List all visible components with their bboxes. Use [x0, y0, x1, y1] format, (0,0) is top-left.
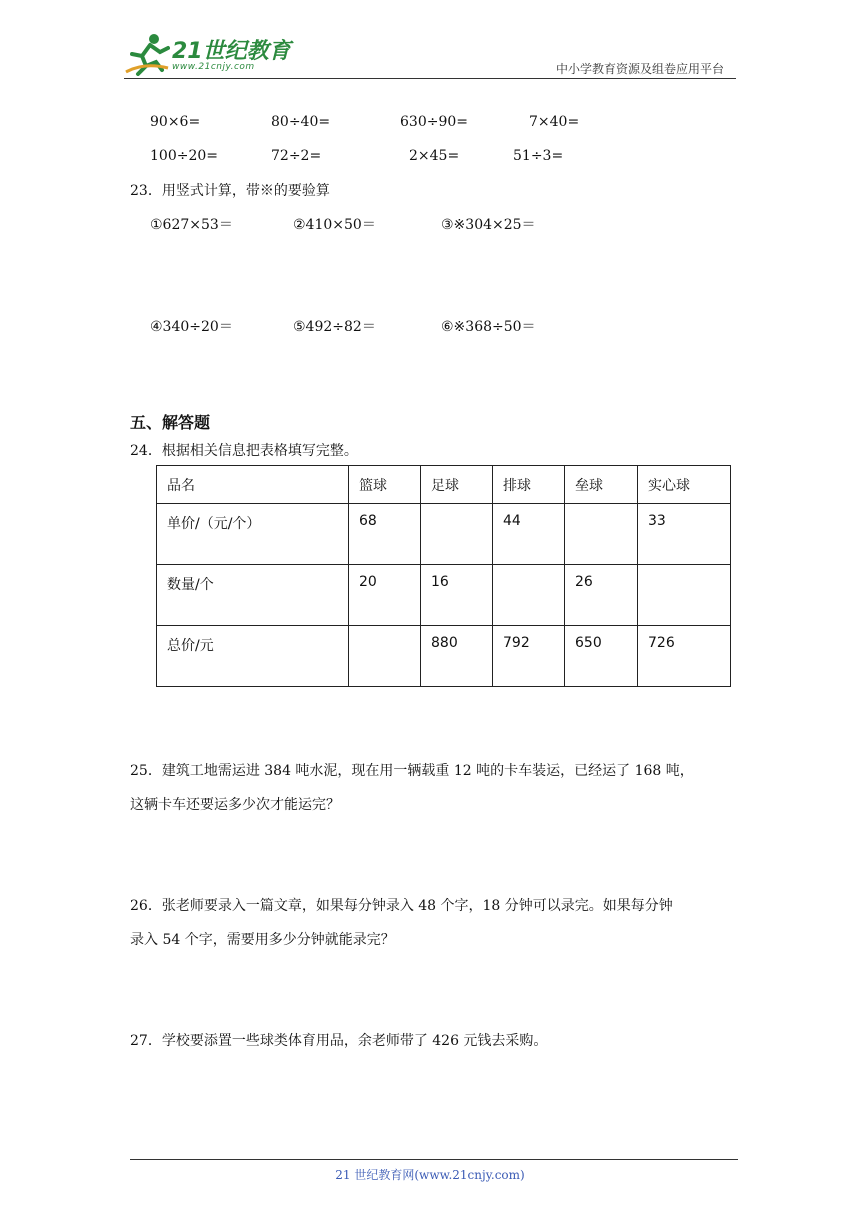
table-header-cell: 足球	[421, 466, 493, 504]
price-table	[156, 465, 731, 687]
oral-calc-item: 630÷90=	[400, 114, 468, 130]
table-header-cell: 实心球	[638, 466, 731, 504]
footer-divider	[130, 1159, 738, 1160]
table-cell	[349, 626, 421, 687]
footer-link[interactable]: 21 世纪教育网(www.21cnjy.com)	[335, 1168, 525, 1182]
table-cell	[493, 565, 565, 626]
section-heading: 五、解答题	[130, 413, 211, 432]
table-cell: 数量/个	[157, 565, 349, 626]
table-cell	[565, 504, 638, 565]
oral-calc-item: 72÷2=	[271, 148, 322, 164]
table-cell: 792	[493, 626, 565, 687]
runner-logo-icon	[124, 32, 170, 76]
logo-text: 21世纪教育	[172, 39, 291, 64]
q23-item: ④340÷20＝	[150, 319, 233, 335]
table-row	[157, 565, 731, 626]
table-cell: 650	[565, 626, 638, 687]
table-header-cell: 垒球	[565, 466, 638, 504]
oral-calc-item: 2×45=	[409, 148, 460, 164]
table-cell: 44	[493, 504, 565, 565]
oral-calc-item: 80÷40=	[271, 114, 331, 130]
q27-text-line: 27．学校要添置一些球类体育用品，余老师带了 426 元钱去采购。	[130, 1033, 548, 1049]
q23-item: ①627×53＝	[150, 217, 233, 233]
oral-calc-item: 7×40=	[529, 114, 580, 130]
table-cell	[421, 504, 493, 565]
oral-calc-item: 100÷20=	[150, 148, 218, 164]
q26-text-line: 26．张老师要录入一篇文章，如果每分钟录入 48 个字，18 分钟可以录完。如果每分钟	[130, 898, 673, 914]
q25-text-line: 25．建筑工地需运进 384 吨水泥，现在用一辆载重 12 吨的卡车装运，已经运了 168 吨，	[130, 763, 694, 779]
table-cell: 880	[421, 626, 493, 687]
q23-item: ⑤492÷82＝	[293, 319, 376, 335]
q24-prompt: 24．根据相关信息把表格填写完整。	[130, 443, 358, 459]
table-header-cell: 品名	[157, 466, 349, 504]
table-row	[157, 504, 731, 565]
table-cell: 总价/元	[157, 626, 349, 687]
table-cell: 68	[349, 504, 421, 565]
table-cell	[638, 565, 731, 626]
table-cell: 726	[638, 626, 731, 687]
q23-item: ③※304×25＝	[441, 217, 536, 233]
q25-text-line: 这辆卡车还要运多少次才能运完？	[130, 797, 340, 813]
table-cell: 33	[638, 504, 731, 565]
q23-item: ⑥※368÷50＝	[441, 319, 536, 335]
table-header-cell: 排球	[493, 466, 565, 504]
table-header-cell: 篮球	[349, 466, 421, 504]
table-row	[157, 626, 731, 687]
header-divider	[124, 78, 736, 79]
oral-calc-item: 51÷3=	[513, 148, 564, 164]
q23-prompt: 23．用竖式计算，带※的要验算	[130, 183, 330, 199]
table-cell: 单价/（元/个）	[157, 504, 349, 565]
table-cell: 26	[565, 565, 638, 626]
table-header-row	[157, 466, 731, 504]
site-logo	[124, 32, 294, 76]
q26-text-line: 录入 54 个字，需要用多少分钟就能录完？	[130, 932, 395, 948]
q23-item: ②410×50＝	[293, 217, 376, 233]
table-cell: 16	[421, 565, 493, 626]
logo-url: www.21cnjy.com	[172, 62, 255, 72]
header-platform-text: 中小学教育资源及组卷应用平台	[555, 62, 724, 76]
table-cell: 20	[349, 565, 421, 626]
oral-calc-item: 90×6=	[150, 114, 201, 130]
